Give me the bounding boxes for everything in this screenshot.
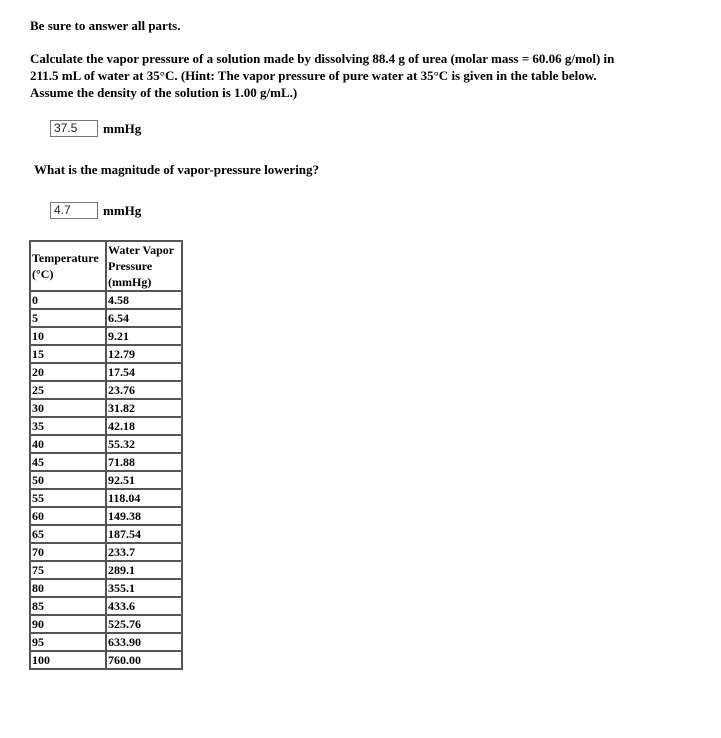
pressure-cell: 118.04 xyxy=(106,489,182,507)
temperature-cell: 5 xyxy=(30,309,106,327)
pressure-cell: 23.76 xyxy=(106,381,182,399)
vapor-pressure-table xyxy=(29,240,183,670)
temperature-cell: 25 xyxy=(30,381,106,399)
pressure-cell: 55.32 xyxy=(106,435,182,453)
temperature-cell: 20 xyxy=(30,363,106,381)
temperature-cell: 45 xyxy=(30,453,106,471)
header-temperature: Temperature (°C) xyxy=(30,241,106,291)
pressure-cell: 42.18 xyxy=(106,417,182,435)
vapor-pressure-answer-input[interactable]: 37.5 xyxy=(50,120,98,137)
temperature-cell: 30 xyxy=(30,399,106,417)
temperature-cell: 95 xyxy=(30,633,106,651)
table-row xyxy=(30,561,182,579)
temperature-cell: 70 xyxy=(30,543,106,561)
temperature-cell: 65 xyxy=(30,525,106,543)
pressure-cell: 187.54 xyxy=(106,525,182,543)
temperature-cell: 80 xyxy=(30,579,106,597)
temperature-cell: 40 xyxy=(30,435,106,453)
table-row xyxy=(30,471,182,489)
temperature-cell: 100 xyxy=(30,651,106,669)
pressure-cell: 4.58 xyxy=(106,291,182,309)
table-row xyxy=(30,651,182,669)
instruction-text: Be sure to answer all parts. xyxy=(30,18,181,33)
pressure-cell: 12.79 xyxy=(106,345,182,363)
table-row xyxy=(30,309,182,327)
table-row xyxy=(30,327,182,345)
table-row xyxy=(30,291,182,309)
answer-row-lowering xyxy=(50,202,141,219)
answer-row-vapor-pressure xyxy=(50,120,141,137)
table-row xyxy=(30,363,182,381)
temperature-cell: 90 xyxy=(30,615,106,633)
table-row xyxy=(30,615,182,633)
table-row xyxy=(30,579,182,597)
table-row xyxy=(30,525,182,543)
table-row xyxy=(30,435,182,453)
table-row xyxy=(30,417,182,435)
table-row xyxy=(30,597,182,615)
question-text: Calculate the vapor pressure of a solution made by dissolving 88.4 g of urea (molar mass = 60.06 g/mol) in 211.5 mL of water at 35°C. (Hint: The vapor pressure of pure water at 35°C is given in the table below. Assume the density of the solution is 1.00 g/mL.) xyxy=(30,51,615,100)
temperature-cell: 55 xyxy=(30,489,106,507)
pressure-cell: 289.1 xyxy=(106,561,182,579)
pressure-cell: 9.21 xyxy=(106,327,182,345)
pressure-cell: 71.88 xyxy=(106,453,182,471)
pressure-cell: 17.54 xyxy=(106,363,182,381)
table-row xyxy=(30,633,182,651)
table-row xyxy=(30,489,182,507)
pressure-cell: 6.54 xyxy=(106,309,182,327)
pressure-cell: 355.1 xyxy=(106,579,182,597)
table-row xyxy=(30,543,182,561)
question-2-text: What is the magnitude of vapor-pressure lowering? xyxy=(34,162,320,177)
vapor-pressure-unit: mmHg xyxy=(103,120,142,136)
table-row xyxy=(30,381,182,399)
pressure-cell: 149.38 xyxy=(106,507,182,525)
pressure-cell: 525.76 xyxy=(106,615,182,633)
pressure-cell: 760.00 xyxy=(106,651,182,669)
pressure-cell: 31.82 xyxy=(106,399,182,417)
table-row xyxy=(30,345,182,363)
temperature-cell: 60 xyxy=(30,507,106,525)
pressure-cell: 233.7 xyxy=(106,543,182,561)
lowering-answer-input[interactable]: 4.7 xyxy=(50,202,98,219)
table-row xyxy=(30,507,182,525)
temperature-cell: 50 xyxy=(30,471,106,489)
temperature-cell: 10 xyxy=(30,327,106,345)
temperature-cell: 75 xyxy=(30,561,106,579)
table-row xyxy=(30,399,182,417)
temperature-cell: 85 xyxy=(30,597,106,615)
header-water-vapor-pressure: Water Vapor Pressure (mmHg) xyxy=(106,241,182,291)
lowering-unit: mmHg xyxy=(103,202,142,218)
temperature-cell: 35 xyxy=(30,417,106,435)
temperature-cell: 15 xyxy=(30,345,106,363)
table-row xyxy=(30,453,182,471)
temperature-cell: 0 xyxy=(30,291,106,309)
pressure-cell: 633.90 xyxy=(106,633,182,651)
pressure-cell: 92.51 xyxy=(106,471,182,489)
pressure-cell: 433.6 xyxy=(106,597,182,615)
